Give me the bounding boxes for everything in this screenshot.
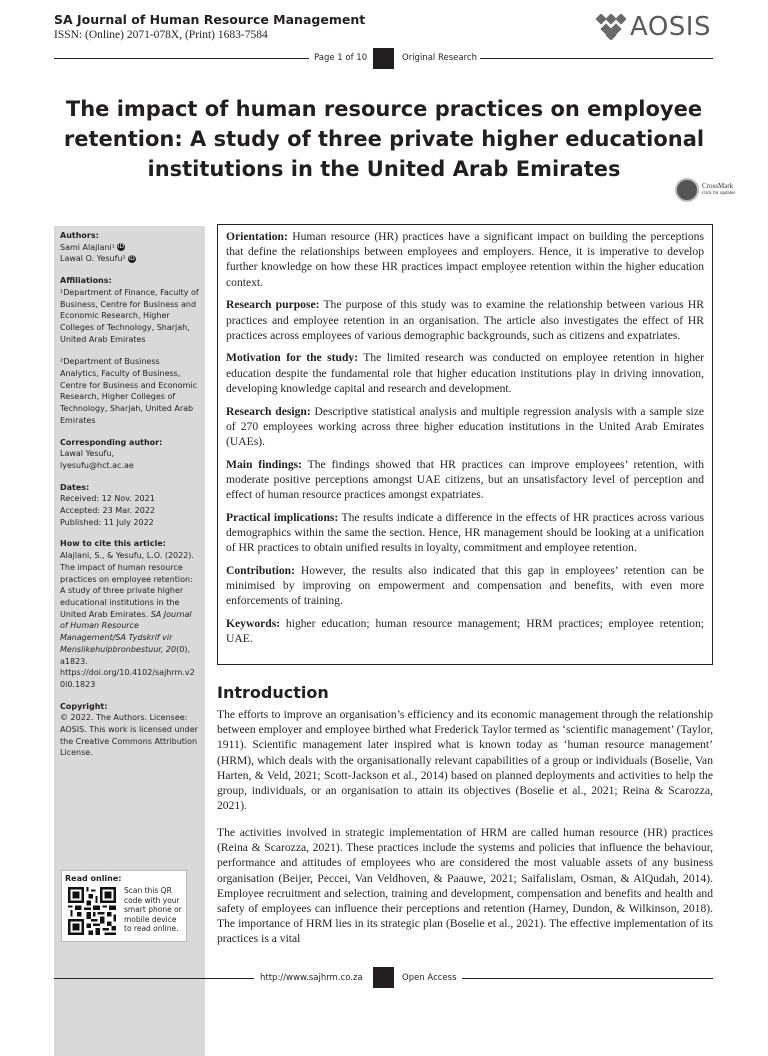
page-number: Page 1 of 10 xyxy=(314,53,368,63)
footer-rule-left xyxy=(54,978,254,979)
citation-doi[interactable]: (0), a1823. https://doi.org/10.4102/sajhrm.v20i0.1823 xyxy=(60,644,195,689)
abstract-section xyxy=(226,404,704,450)
date-accepted: Accepted: 23 Mar. 2022 xyxy=(60,506,156,516)
abstract-section-label: Research design: xyxy=(226,404,311,418)
abstract-section xyxy=(226,563,704,609)
cite-heading: How to cite this article: xyxy=(60,539,166,549)
crossmark-badge[interactable] xyxy=(675,178,735,202)
abstract-section xyxy=(226,457,704,503)
abstract-section xyxy=(226,229,704,290)
authors-heading: Authors: xyxy=(60,231,99,240)
abstract-section xyxy=(226,510,704,556)
author-2: Lawal O. Yesufu² xyxy=(60,254,126,264)
article-title: The impact of human resource practices on employee retention: A study of three private higher educational institutions in the United Arab Emirates xyxy=(63,97,705,181)
abstract-section-label: Orientation: xyxy=(226,230,288,243)
citation xyxy=(60,550,199,690)
abstract-section-text: The limited research was conducted on employee retention in higher education despite the fundamental role that higher education institutions play in driving innovation, developing knowledge capital and research and development. xyxy=(226,351,704,395)
qr-code-icon[interactable] xyxy=(68,887,116,935)
footer-rule-right xyxy=(462,978,713,979)
read-online-box xyxy=(61,870,187,942)
aosis-logo-icon xyxy=(596,14,626,40)
footer-square xyxy=(373,967,394,988)
affiliation-1: ¹Department of Finance, Faculty of Business, Centre for Business and Economic Research, Higher Colleges of Technology, Sharjah, United Arab Emirates xyxy=(60,287,199,344)
introduction-heading: Introduction xyxy=(217,683,329,702)
abstract-section-text: The results indicate a difference in the effects of HR practices across various demographics within the same the section. Hence, HR management should be looking at a unification of HR practices to obtain unified results in loyalty, commitment and employee retention. xyxy=(226,510,704,555)
header-rule-right xyxy=(480,58,713,59)
footer-url[interactable]: http://www.sajhrm.co.za xyxy=(260,973,363,983)
journal-issn: ISSN: (Online) 2071-078X, (Print) 1683-7584 xyxy=(54,29,268,41)
publisher-logo[interactable] xyxy=(596,12,711,42)
abstract-section xyxy=(226,616,704,646)
corresponding-email[interactable]: lyesufu@hct.ac.ae xyxy=(60,460,134,470)
corresponding-name: Lawal Yesufu, xyxy=(60,449,114,459)
abstract-section-text: higher education; human resource management; HRM practices; employee retention; UAE. xyxy=(226,616,704,646)
corresponding-heading: Corresponding author: xyxy=(60,437,163,447)
header-rule-left xyxy=(54,58,309,59)
abstract-section-label: Research purpose: xyxy=(226,298,320,312)
article-type: Original Research xyxy=(402,53,477,63)
journal-title: SA Journal of Human Resource Management xyxy=(54,12,366,27)
orcid-icon[interactable]: iD xyxy=(117,243,125,251)
abstract-section-label: Keywords: xyxy=(226,616,281,630)
dates-heading: Dates: xyxy=(60,482,90,492)
copyright-text: © 2022. The Authors. Licensee: AOSIS. This work is licensed under the Creative Commons Attribution License. xyxy=(60,713,198,758)
abstract-section-text: Descriptive statistical analysis and multiple regression analysis with a sample size of 270 employees working across three higher education institutions in the United Arab Emirates (UAEs). xyxy=(226,404,704,448)
abstract-section-label: Main findings: xyxy=(226,457,303,471)
header-square xyxy=(373,48,394,69)
citation-journal: SA Journal of Human Resource Management/SA Tydskrif vir Menslikehulpbronbestuur, 20 xyxy=(60,609,192,654)
abstract-section-label: Motivation for the study: xyxy=(226,351,359,365)
abstract-section-text: Human resource (HR) practices have a significant impact on building the perceptions that define the relationships between employees and employers. Hence, it is imperative to develop further knowledge on how these HR practices impact employee retention within the higher education context. xyxy=(226,230,704,289)
date-received: Received: 12 Nov. 2021 xyxy=(60,494,155,504)
abstract-section xyxy=(226,350,704,396)
abstract-section xyxy=(226,297,704,343)
read-online-heading: Read online: xyxy=(65,874,122,883)
copyright-heading: Copyright: xyxy=(60,701,108,711)
affiliation-2: ²Department of Business Analytics, Faculty of Business, Centre for Business and Economic Research, Higher Colleges of Technology, Sharjah, United Arab Emirates xyxy=(60,357,197,425)
abstract-section-text: However, the results also indicated that this gap in employees’ retention can be minimised by improving on empowerment and compensation and benefits, with even more enforcements of training. xyxy=(226,563,704,608)
intro-paragraph-2: The activities involved in strategic implementation of HRM are called human resource (HR) practices (Reina & Scarozza, 2021). These practices include the systems and policies that influence the behaviour, performance and attitudes of employees who are considered the most valuable assets of any business organisation (Beijer, Peccei, Van Veldhoven, & Paauwe, 2021; Saifalislam, Osman, & AlQudah, 2014). Employee recruitment and selection, training and development, compensation and benefits and health and safety of employees can influence their perceptions and retention (Harney, Dundon, & Wilkinson, 2018). The importance of HRM lies in its strategic plan (Boselie et al., 2021). The effective implementation of its practices is a vital xyxy=(217,826,713,946)
open-access: Open Access xyxy=(402,973,457,983)
logo-text: AOSIS xyxy=(630,12,711,42)
author-1: Sami Alajlani¹ xyxy=(60,242,115,252)
read-online-description: Scan this QR code with your smart phone or mobile device to read online. xyxy=(124,886,182,933)
orcid-icon[interactable]: iD xyxy=(128,254,135,262)
abstract-section-text: The purpose of this study was to examine the relationship between various HR practices and employee retention in an organisation. The article also investigates the effect of HR practices across employees of various demographic backgrounds, such as citizens and expatriates. xyxy=(226,298,704,342)
abstract-section-label: Practical implications: xyxy=(226,510,339,524)
affiliations-heading: Affiliations: xyxy=(60,276,112,286)
citation-text: Alajlani, S., & Yesufu, L.O. (2022). The impact of human resource practices on employee retention: A study of three private higher educational institutions in the United Arab Emirates. xyxy=(60,551,194,619)
crossmark-sub: click for updates xyxy=(702,191,736,196)
abstract-box xyxy=(217,224,713,665)
crossmark-label: CrossMark xyxy=(702,182,734,190)
abstract-section-text: The findings showed that HR practices can improve employees’ retention, with moderate positive perceptions amongst UAE citizens, but an unsatisfactory level of perception and effect of human resource practices amongst expatriates. xyxy=(226,457,705,502)
abstract-section-label: Contribution: xyxy=(226,563,295,577)
intro-paragraph-1: The efforts to improve an organisation’s efficiency and its economic management through the relationship between employer and employee birthed what Frederick Taylor termed as ‘scientific management’ (Taylor, 1911). Scientific management later inspired what is known today as ‘human resource management’ (HRM), which deals with the organisationally relevant capabilities of a group or individuals (Boselie, Van Harten, & Veld, 2021; Scott-Jackson et al., 2014) based on planned deployments and activities to help the group, individuals, or an organisation to attain its objectives (Boselie et al., 2021; Reina & Scarozza, 2021). xyxy=(217,708,713,813)
date-published: Published: 11 July 2022 xyxy=(60,517,154,527)
crossmark-icon xyxy=(675,178,699,202)
